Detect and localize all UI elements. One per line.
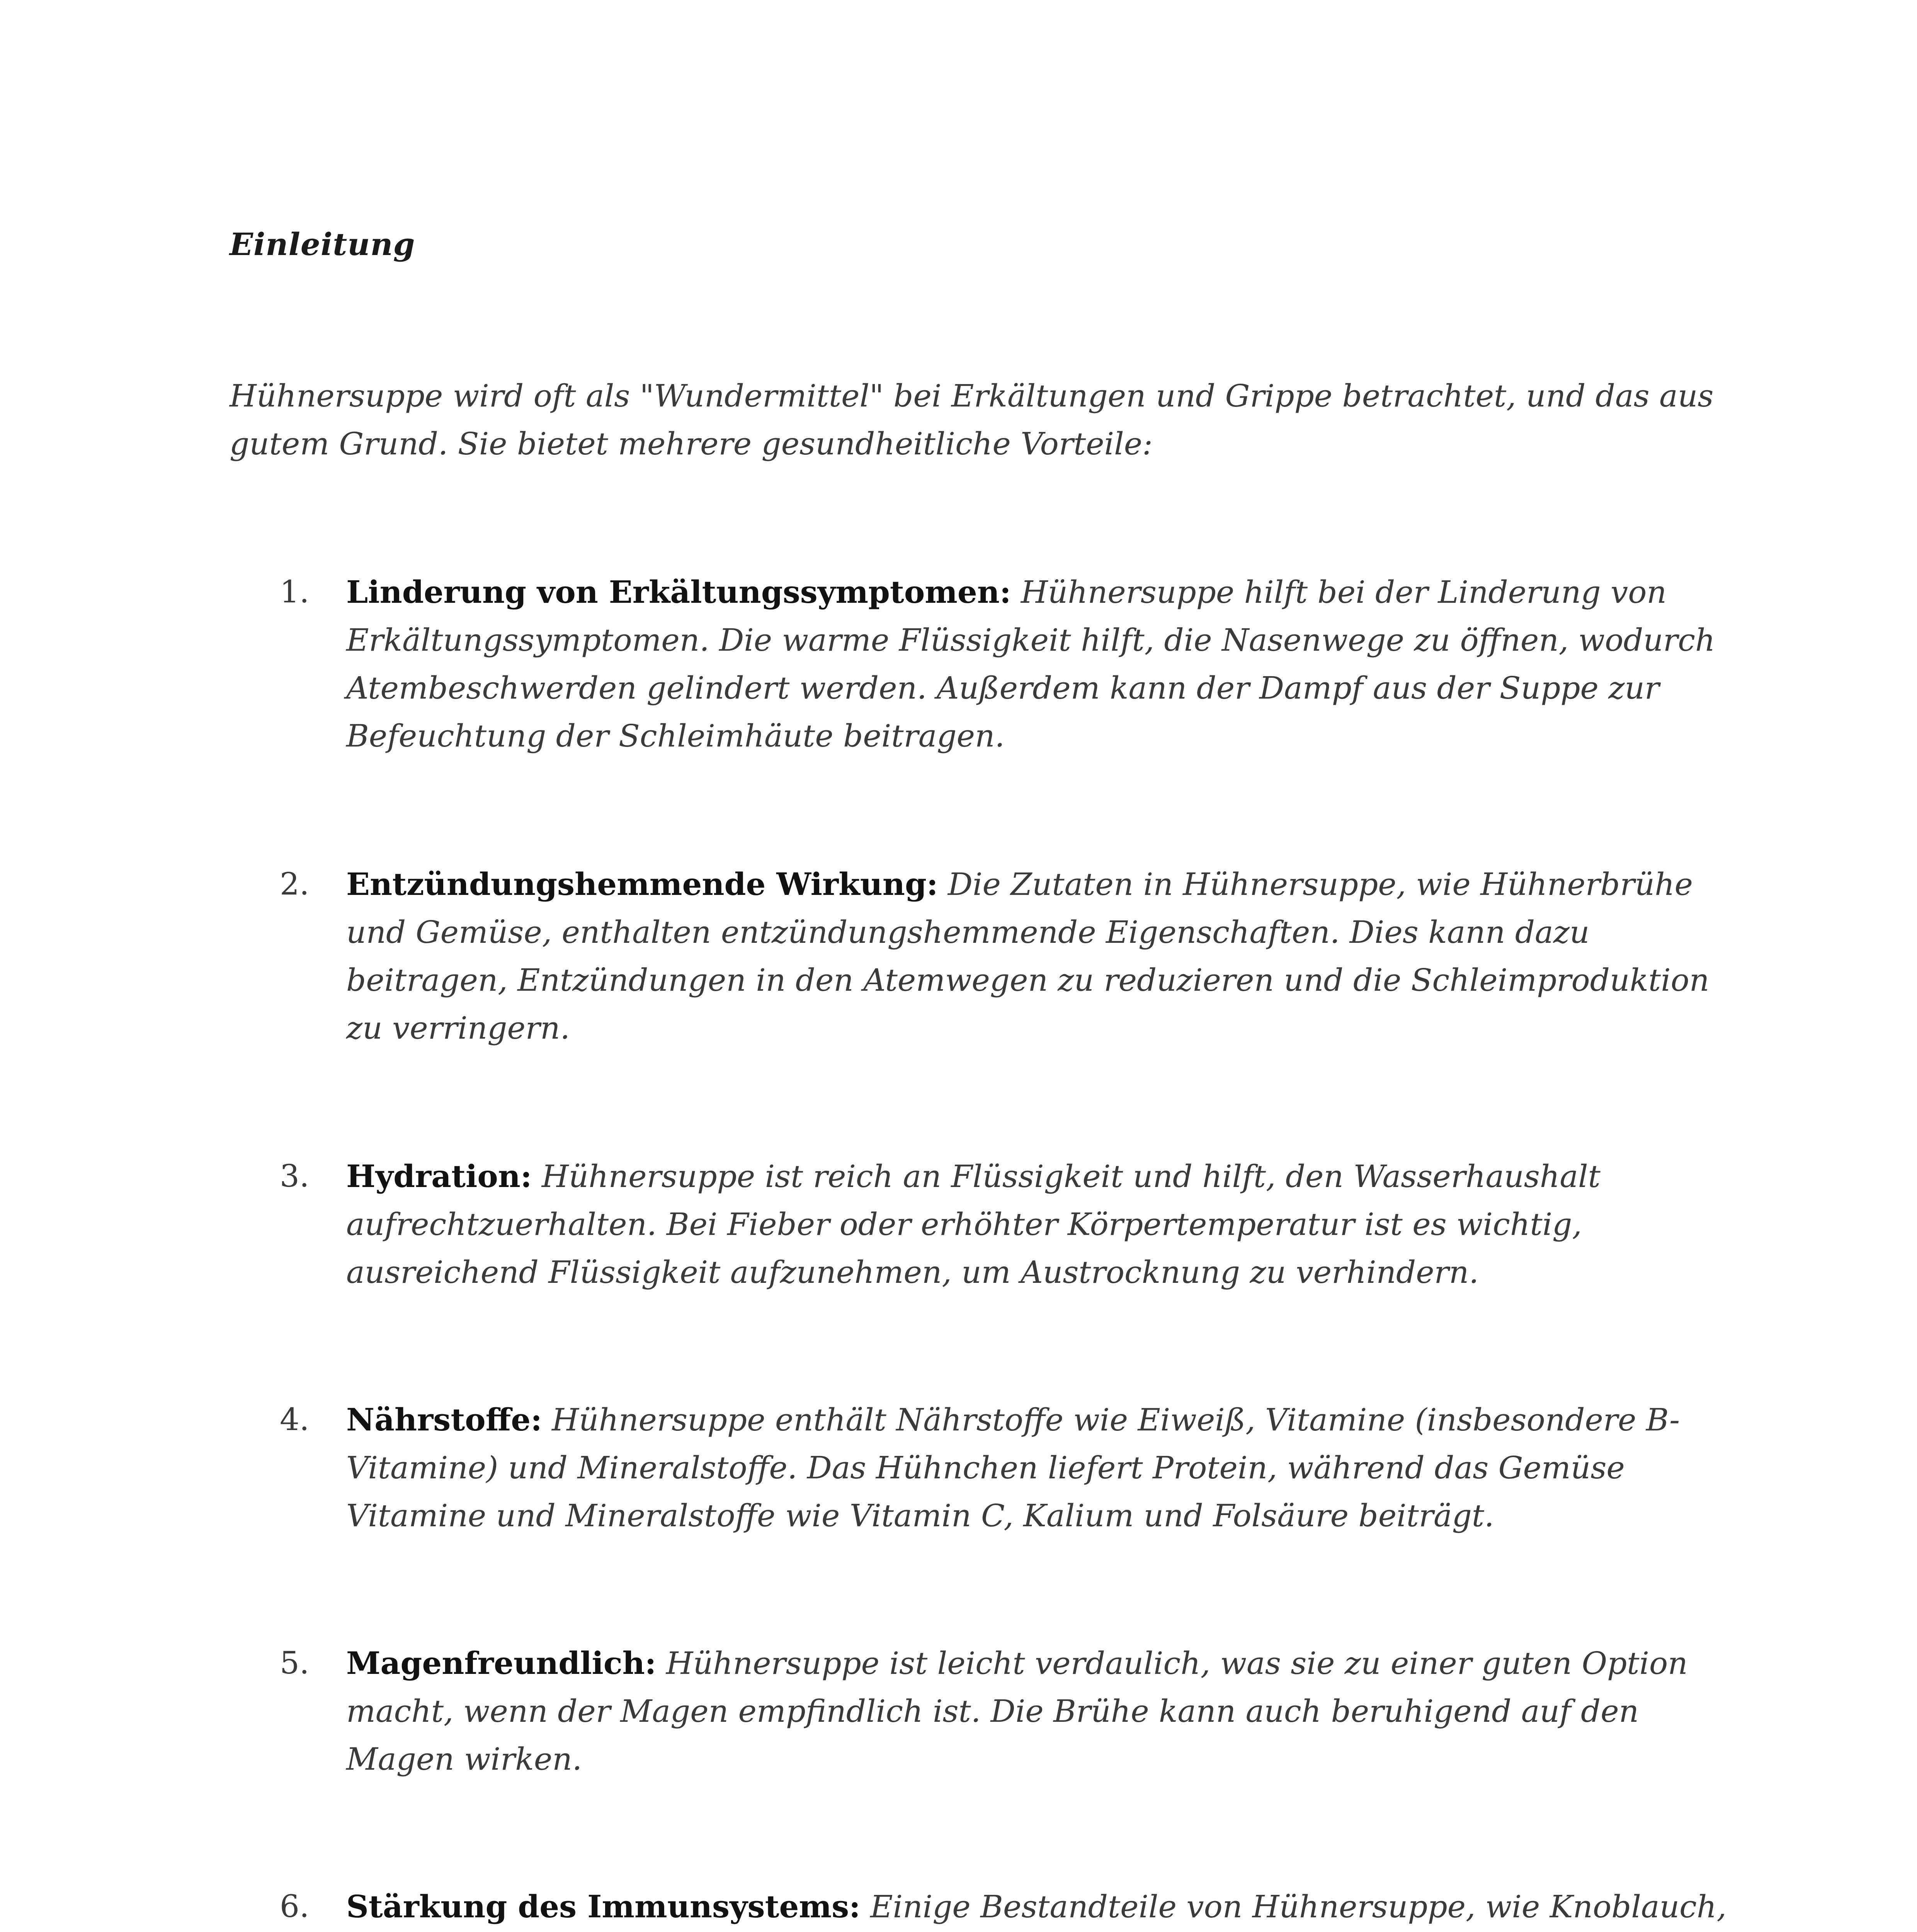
list-item — [230, 1639, 1737, 1783]
list-item — [230, 1152, 1737, 1296]
list-item-title: Nährstoffe: — [346, 1401, 542, 1438]
list-item-body — [346, 1883, 1737, 1932]
list-number: 1. — [280, 574, 310, 610]
list-number: 5. — [280, 1645, 310, 1681]
list-item-text: Hühnersuppe ist reich an Flüssigkeit und hilft, den Wasserhaushalt aufrechtzuerhalten. Bei Fieber oder erhöhter Körpertemperatur ist es wichtig, ausreichend Flüssigkeit aufzunehmen, um Austrocknung zu verhindern. — [346, 1158, 1601, 1290]
list-item-title: Linderung von Erkältungssymptomen: — [346, 574, 1011, 610]
intro-paragraph: Hühnersuppe wird oft als "Wundermittel" bei Erkältungen und Grippe betrachtet, und das aus gutem Grund. Sie bietet mehrere gesundheitliche Vorteile: — [230, 378, 1714, 462]
list-item-text: Hühnersuppe hilft bei der Linderung von Erkältungssymptomen. Die warme Flüssigkeit hilft, die Nasenwege zu öffnen, wodurch Atembeschwerden gelindert werden. Außerdem kann der Dampf aus der Suppe zur Befeuchtung der Schleimhäute beitragen. — [346, 574, 1715, 754]
list-item-title: Magenfreundlich: — [346, 1645, 657, 1681]
list-item-body — [346, 1639, 1737, 1783]
list-item-text: Die Zutaten in Hühnersuppe, wie Hühnerbrühe und Gemüse, enthalten entzündungshemmende Eigenschaften. Dies kann dazu beitragen, Entzündungen in den Atemwegen zu reduzieren und die Schleimproduktion zu verringern. — [346, 866, 1709, 1046]
list-item-title: Stärkung des Immunsystems: — [346, 1888, 861, 1925]
list-item-body — [346, 568, 1737, 760]
list-item — [230, 860, 1737, 1052]
list-item-title: Hydration: — [346, 1158, 532, 1194]
list-number: 4. — [280, 1401, 310, 1437]
list-item-text: Hühnersuppe ist leicht verdaulich, was sie zu einer guten Option macht, wenn der Magen empfindlich ist. Die Brühe kann auch beruhigend auf den Magen wirken. — [346, 1645, 1688, 1777]
list-item-title: Entzündungshemmende Wirkung: — [346, 866, 938, 902]
section-heading: Einleitung — [230, 226, 415, 262]
list-item-body — [346, 1396, 1737, 1540]
list-item-body — [346, 860, 1737, 1052]
list-item — [230, 1396, 1737, 1540]
list-item — [230, 1883, 1737, 1932]
list-item-body — [346, 1152, 1737, 1296]
list-number: 3. — [280, 1158, 310, 1194]
list-number: 6. — [280, 1888, 310, 1924]
list-item-text: Einige Bestandteile von Hühnersuppe, wie Knoblauch, — [870, 1889, 1726, 1925]
list-item-text: Hühnersuppe enthält Nährstoffe wie Eiweiß, Vitamine (insbesondere B-Vitamine) und Mineralstoffe. Das Hühnchen liefert Protein, während das Gemüse Vitamine und Mineralstoffe wie Vitamin C, Kalium und Folsäure beiträgt. — [346, 1402, 1680, 1534]
list-number: 2. — [280, 866, 310, 902]
list-item — [230, 568, 1737, 760]
